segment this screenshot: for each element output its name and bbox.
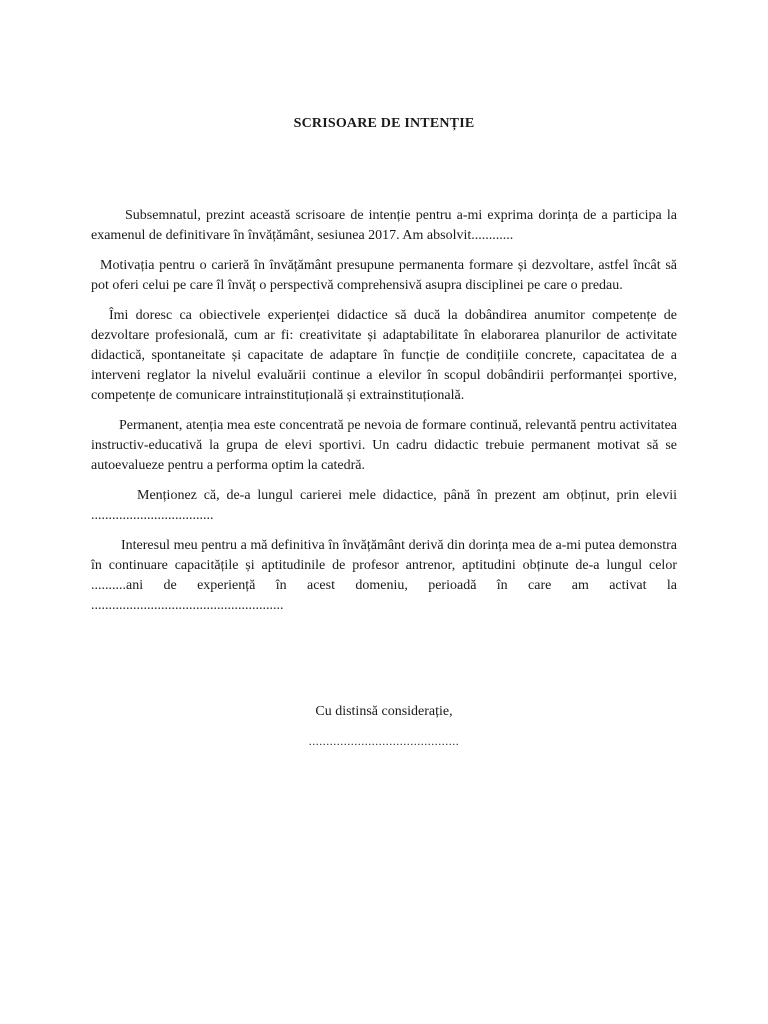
signature-line: ...........................................	[308, 734, 460, 748]
paragraph-introduction: Subsemnatul, prezint această scrisoare de intenție pentru a-mi exprima dorința de a participa la examenul de definitivare în învățământ, sesiunea 2017. Am absolvit............	[91, 208, 677, 243]
document-title: SCRISOARE DE INTENȚIE	[293, 116, 475, 131]
paragraph-continuous-training: Permanent, atenția mea este concentrată pe nevoia de formare continuă, relevantă pentru activitatea instructiv-educativă la grupa de elevi sportivi. Un cadru didactic trebuie permanent motivat să se autoevalueze pentru a performa optim la catedră.	[91, 418, 677, 473]
closing-salutation: Cu distinsă considerație,	[315, 704, 453, 719]
paragraph-achievements: Menționez că, de-a lungul carierei mele didactice, până în prezent am obținut, prin elevii ...................................	[91, 488, 677, 523]
letter-body	[91, 206, 677, 626]
paragraph-interest: Interesul meu pentru a mă definitiva în învățământ derivă din dorința mea de a-mi putea demonstra în continuare capacitățile și aptitudinile de profesor antrenor, aptitudini obținute de-a lungul celor ..........ani de experiență în acest domeniu, perioadă în care am activat la .......................................................	[91, 538, 677, 613]
paragraph-motivation: Motivația pentru o carieră în învățământ presupune permanenta formare și dezvoltare, astfel încât să pot oferi celui pe care îl învăț o perspectivă comprehensivă asupra disciplinei pe care o predau.	[91, 258, 677, 293]
paragraph-objectives: Îmi doresc ca obiectivele experienței didactice să ducă la dobândirea anumitor competențe de dezvoltare profesională, cum ar fi: creativitate și adaptabilitate în elaborarea planurilor de activitate didactică, spontaneitate și capacitate de adaptare în funcție de condițiile concrete, capacitatea de a interveni reglator la nivelul evaluării continue a elevilor în scopul dobândirii performanței sportive, competențe de comunicare intrainstituțională și extrainstituțională.	[91, 308, 677, 403]
